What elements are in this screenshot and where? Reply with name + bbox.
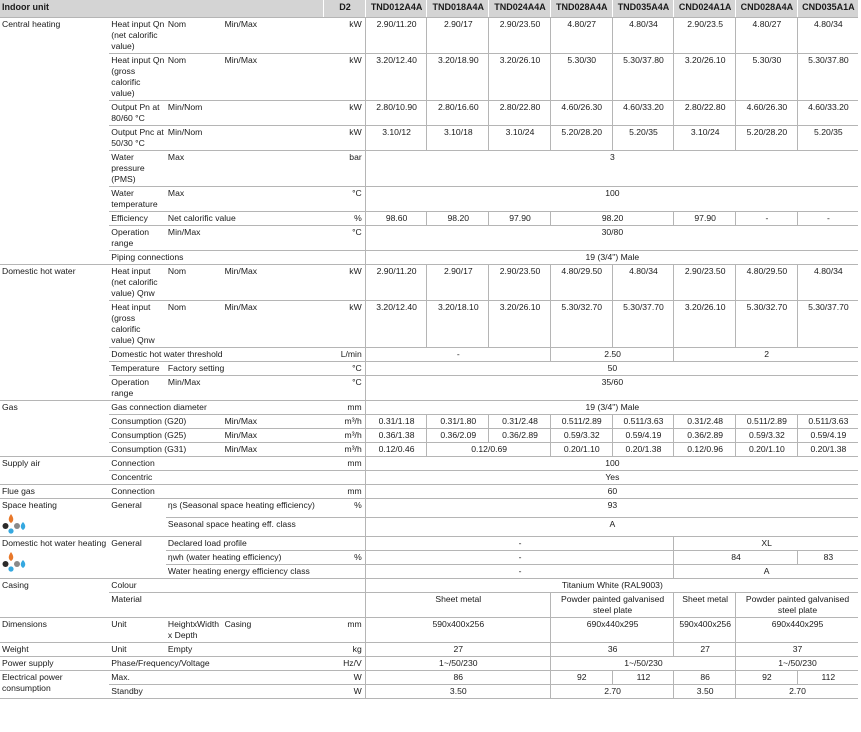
value-cell: Powder painted galvanised steel plate — [736, 593, 858, 618]
value-cell: A — [365, 518, 858, 537]
value-cell: 98.20 — [550, 212, 673, 226]
unit-label: m³/h — [324, 429, 365, 443]
value-cell: 0.31/2.48 — [674, 415, 736, 429]
value-cell: 3 — [365, 151, 858, 187]
parameter-qualifier: Min/Max — [223, 18, 324, 54]
spec-row — [0, 18, 858, 54]
value-cell: 86 — [365, 671, 550, 685]
value-cell: 4.80/29.50 — [736, 265, 798, 301]
unit-label: W — [324, 671, 365, 685]
section-label-text: Domestic hot water heating — [2, 538, 107, 548]
header-model: TND018A4A — [427, 0, 489, 18]
value-cell: 112 — [612, 671, 674, 685]
value-cell: 4.80/27 — [736, 18, 798, 54]
spec-row — [0, 151, 858, 187]
value-cell: 5.30/37.80 — [797, 54, 858, 101]
section-label-text: Casing — [2, 580, 29, 590]
parameter-label: Heat input (net calorific value) Qnw — [109, 265, 166, 301]
value-cell: 690x440x295 — [550, 618, 673, 643]
value-cell: 4.80/27 — [550, 18, 612, 54]
value-cell: A — [674, 565, 858, 579]
parameter-qualifier: Nom — [166, 18, 223, 54]
section-label-text: Electrical power consumption — [2, 672, 63, 693]
value-cell: 2.70 — [736, 685, 858, 699]
parameter-qualifier: Nom — [166, 301, 223, 348]
value-cell: 86 — [674, 671, 736, 685]
value-cell: 0.511/2.89 — [736, 415, 798, 429]
unit-label: °C — [324, 362, 365, 376]
spec-row — [0, 301, 858, 348]
value-cell: 0.31/1.80 — [427, 415, 489, 429]
parameter-label: Connection — [109, 485, 323, 499]
value-cell: 97.90 — [674, 212, 736, 226]
parameter-qualifier: Max — [166, 187, 324, 212]
section-label-text: Gas — [2, 402, 18, 412]
value-cell: 60 — [365, 485, 858, 499]
value-cell: 3.20/18.90 — [427, 54, 489, 101]
value-cell: 36 — [550, 643, 673, 657]
value-cell: 0.12/0.46 — [365, 443, 427, 457]
unit-label: °C — [324, 376, 365, 401]
spec-row — [0, 226, 858, 251]
unit-label: °C — [324, 187, 365, 212]
value-cell: 3.50 — [365, 685, 550, 699]
spec-body — [0, 18, 858, 699]
value-cell: 84 — [674, 551, 797, 565]
spec-row — [0, 657, 858, 671]
header-model: TND035A4A — [612, 0, 674, 18]
value-cell: 27 — [365, 643, 550, 657]
parameter-qualifier: Min/Max — [223, 443, 324, 457]
parameter-qualifier: Water heating energy efficiency class — [166, 565, 324, 579]
value-cell: 3.20/26.10 — [674, 301, 736, 348]
spec-row — [0, 54, 858, 101]
value-cell: 4.80/34 — [797, 18, 858, 54]
value-cell: 690x440x295 — [736, 618, 858, 643]
value-cell: 2.80/16.60 — [427, 101, 489, 126]
parameter-label: Connection — [109, 457, 323, 471]
value-cell: 0.511/2.89 — [550, 415, 612, 429]
unit-label: % — [324, 499, 365, 518]
value-cell: 92 — [736, 671, 798, 685]
value-cell: 0.31/1.18 — [365, 415, 427, 429]
value-cell: 30/80 — [365, 226, 858, 251]
value-cell: 2.90/11.20 — [365, 18, 427, 54]
spec-row — [0, 618, 858, 643]
parameter-qualifier: Min/Max — [166, 226, 324, 251]
parameter-qualifier: Empty — [166, 643, 324, 657]
value-cell: 4.80/34 — [612, 265, 674, 301]
value-cell: 83 — [797, 551, 858, 565]
unit-label: % — [324, 212, 365, 226]
parameter-qualifier: ηs (Seasonal space heating efficiency) — [166, 499, 324, 518]
value-cell: 5.20/35 — [612, 126, 674, 151]
value-cell: 93 — [365, 499, 858, 518]
value-cell: 3.20/12.40 — [365, 54, 427, 101]
unit-label: L/min — [324, 348, 365, 362]
value-cell: 5.20/35 — [797, 126, 858, 151]
parameter-label: Consumption (G31) — [109, 443, 222, 457]
parameter-qualifier: Min/Nom — [166, 101, 324, 126]
value-cell: 2.70 — [550, 685, 673, 699]
unit-label: kW — [324, 54, 365, 101]
spec-row — [0, 485, 858, 499]
spec-row — [0, 212, 858, 226]
section-label — [0, 671, 109, 699]
value-cell: 0.20/1.38 — [797, 443, 858, 457]
unit-label: W — [324, 685, 365, 699]
value-cell: 100 — [365, 187, 858, 212]
spec-row — [0, 537, 858, 551]
spec-row — [0, 348, 858, 362]
parameter-label: Domestic hot water threshold — [109, 348, 323, 362]
spec-row — [0, 579, 858, 593]
unit-label: °C — [324, 226, 365, 251]
value-cell: 4.60/33.20 — [797, 101, 858, 126]
value-cell: 50 — [365, 362, 858, 376]
section-label — [0, 499, 109, 537]
section-label-text: Flue gas — [2, 486, 35, 496]
parameter-label: Unit — [109, 643, 166, 657]
unit-label — [324, 471, 365, 485]
parameter-qualifier: Min/Max — [223, 301, 324, 348]
parameter-label: Unit — [109, 618, 166, 643]
section-label-text: Domestic hot water — [2, 266, 76, 276]
value-cell: 97.90 — [489, 212, 551, 226]
spec-row — [0, 126, 858, 151]
value-cell: - — [365, 348, 550, 362]
value-cell: 0.511/3.63 — [797, 415, 858, 429]
value-cell: Sheet metal — [674, 593, 736, 618]
parameter-label: Output Pn at 80/60 °C — [109, 101, 166, 126]
value-cell: 0.20/1.10 — [736, 443, 798, 457]
section-label — [0, 457, 109, 485]
header-model: CND024A1A — [674, 0, 736, 18]
value-cell: 3.10/18 — [427, 126, 489, 151]
value-cell: 27 — [674, 643, 736, 657]
value-cell: 19 (3/4") Male — [365, 251, 858, 265]
section-label — [0, 537, 109, 579]
value-cell: 35/60 — [365, 376, 858, 401]
section-label-text: Central heating — [2, 19, 61, 29]
unit-label: kW — [324, 301, 365, 348]
value-cell: 5.30/32.70 — [736, 301, 798, 348]
header-model: CND028A4A — [736, 0, 798, 18]
parameter-qualifier: Min/Max — [223, 415, 324, 429]
parameter-label: Consumption (G25) — [109, 429, 222, 443]
value-cell: 5.30/32.70 — [550, 301, 612, 348]
unit-label — [324, 251, 365, 265]
value-cell: 5.30/30 — [736, 54, 798, 101]
value-cell: Yes — [365, 471, 858, 485]
value-cell: 100 — [365, 457, 858, 471]
header-model: CND035A1A — [797, 0, 858, 18]
value-cell: Sheet metal — [365, 593, 550, 618]
parameter-label: Water temperature — [109, 187, 166, 212]
value-cell: 0.36/2.09 — [427, 429, 489, 443]
spec-row — [0, 376, 858, 401]
value-cell: 5.30/37.70 — [612, 301, 674, 348]
value-cell: 5.20/28.20 — [550, 126, 612, 151]
parameter-label: Operation range — [109, 226, 166, 251]
unit-label — [324, 593, 365, 618]
value-cell: Titanium White (RAL9003) — [365, 579, 858, 593]
energy-label-icon — [2, 513, 28, 535]
parameter-qualifier: Min/Nom — [166, 126, 324, 151]
spec-row — [0, 443, 858, 457]
value-cell: 4.60/33.20 — [612, 101, 674, 126]
value-cell: 3.50 — [674, 685, 736, 699]
parameter-qualifier: Net calorific value — [166, 212, 324, 226]
value-cell: 112 — [797, 671, 858, 685]
value-cell: 3.10/24 — [674, 126, 736, 151]
parameter-label: Standby — [109, 685, 323, 699]
value-cell: - — [365, 551, 674, 565]
spec-row — [0, 471, 858, 485]
value-cell: 2.80/22.80 — [489, 101, 551, 126]
spec-row — [0, 643, 858, 657]
section-label-text: Supply air — [2, 458, 41, 468]
section-label — [0, 18, 109, 265]
parameter-qualifier: Nom — [166, 265, 223, 301]
value-cell: - — [365, 537, 674, 551]
parameter-qualifier: Max — [166, 151, 324, 187]
section-label — [0, 401, 109, 457]
spec-row — [0, 457, 858, 471]
value-cell: 0.511/3.63 — [612, 415, 674, 429]
value-cell: 0.36/2.89 — [489, 429, 551, 443]
unit-label: kW — [324, 18, 365, 54]
header-model: TND024A4A — [489, 0, 551, 18]
parameter-label: Colour — [109, 579, 323, 593]
section-label — [0, 579, 109, 618]
parameter-label: Water pressure (PMS) — [109, 151, 166, 187]
parameter-label: Concentric — [109, 471, 323, 485]
parameter-qualifier: Min/Max — [166, 376, 324, 401]
value-cell: 3.20/26.10 — [489, 301, 551, 348]
parameter-label: Gas connection diameter — [109, 401, 323, 415]
value-cell: 0.59/4.19 — [797, 429, 858, 443]
value-cell: 2.90/23.50 — [674, 265, 736, 301]
parameter-label: Efficiency — [109, 212, 166, 226]
section-label-text: Weight — [2, 644, 29, 654]
value-cell: 92 — [550, 671, 612, 685]
value-cell: 0.59/3.32 — [550, 429, 612, 443]
unit-label: kW — [324, 265, 365, 301]
spec-row — [0, 101, 858, 126]
unit-label: % — [324, 551, 365, 565]
parameter-label: Max. — [109, 671, 323, 685]
value-cell: 0.31/2.48 — [489, 415, 551, 429]
value-cell: 2.90/23.5 — [674, 18, 736, 54]
parameter-label: Temperature — [109, 362, 166, 376]
value-cell: XL — [674, 537, 858, 551]
value-cell: 3.20/18.10 — [427, 301, 489, 348]
spec-row — [0, 429, 858, 443]
parameter-label: Heat input (gross calorific value) Qnw — [109, 301, 166, 348]
spec-row — [0, 593, 858, 618]
value-cell: 4.80/34 — [797, 265, 858, 301]
value-cell: 0.20/1.10 — [550, 443, 612, 457]
value-cell: 98.60 — [365, 212, 427, 226]
value-cell: 5.30/37.80 — [612, 54, 674, 101]
unit-label: mm — [324, 485, 365, 499]
spec-row — [0, 362, 858, 376]
value-cell: 2.90/23.50 — [489, 265, 551, 301]
value-cell: 2.80/10.90 — [365, 101, 427, 126]
section-label — [0, 265, 109, 401]
unit-label: kW — [324, 126, 365, 151]
value-cell: 4.80/34 — [612, 18, 674, 54]
value-cell: - — [797, 212, 858, 226]
section-label-text: Power supply — [2, 658, 54, 668]
value-cell: 98.20 — [427, 212, 489, 226]
header-model: TND028A4A — [550, 0, 612, 18]
value-cell: 2.90/11.20 — [365, 265, 427, 301]
parameter-label: General — [109, 499, 166, 537]
value-cell: 0.59/4.19 — [612, 429, 674, 443]
value-cell: 5.20/28.20 — [736, 126, 798, 151]
unit-label: kW — [324, 101, 365, 126]
section-label — [0, 643, 109, 657]
parameter-qualifier: Min/Max — [223, 54, 324, 101]
parameter-label: Material — [109, 593, 323, 618]
parameter-label: Piping connections — [109, 251, 323, 265]
value-cell: 2.80/22.80 — [674, 101, 736, 126]
section-label-text: Space heating — [2, 500, 57, 510]
unit-label: bar — [324, 151, 365, 187]
section-label — [0, 618, 109, 643]
value-cell: 590x400x256 — [674, 618, 736, 643]
parameter-label: Output Pnc at 50/30 °C — [109, 126, 166, 151]
unit-label: mm — [324, 401, 365, 415]
spec-row — [0, 499, 858, 518]
value-cell: 19 (3/4") Male — [365, 401, 858, 415]
value-cell: 0.36/2.89 — [674, 429, 736, 443]
value-cell: 3.20/26.10 — [489, 54, 551, 101]
unit-label: m³/h — [324, 415, 365, 429]
header-model: TND012A4A — [365, 0, 427, 18]
value-cell: 3.20/26.10 — [674, 54, 736, 101]
spec-row — [0, 187, 858, 212]
value-cell: 0.20/1.38 — [612, 443, 674, 457]
value-cell: 4.60/26.30 — [736, 101, 798, 126]
unit-label: mm — [324, 457, 365, 471]
parameter-label: Phase/Frequency/Voltage — [109, 657, 323, 671]
parameter-qualifier: Nom — [166, 54, 223, 101]
unit-label: Hz/V — [324, 657, 365, 671]
value-cell: - — [365, 565, 674, 579]
spec-row — [0, 251, 858, 265]
section-label — [0, 657, 109, 671]
parameter-qualifier: HeightxWidth x Depth — [166, 618, 223, 643]
value-cell: - — [736, 212, 798, 226]
value-cell: 1~/50/230 — [736, 657, 858, 671]
section-label-text: Dimensions — [2, 619, 47, 629]
unit-label — [324, 565, 365, 579]
spec-row — [0, 671, 858, 685]
parameter-qualifier: Min/Max — [223, 265, 324, 301]
section-label — [0, 485, 109, 499]
parameter-label: Consumption (G20) — [109, 415, 222, 429]
energy-label-icon — [2, 551, 28, 573]
value-cell: 1~/50/230 — [365, 657, 550, 671]
value-cell: 4.60/26.30 — [550, 101, 612, 126]
value-cell: 3.10/12 — [365, 126, 427, 151]
value-cell: Powder painted galvanised steel plate — [550, 593, 673, 618]
header-indoor-unit: Indoor unit — [0, 0, 324, 18]
parameter-qualifier: Declared load profile — [166, 537, 324, 551]
value-cell: 3.10/24 — [489, 126, 551, 151]
parameter-qualifier: Factory setting — [166, 362, 324, 376]
spec-row — [0, 265, 858, 301]
header-row — [0, 0, 858, 18]
value-cell: 2.90/23.50 — [489, 18, 551, 54]
value-cell: 2.50 — [550, 348, 673, 362]
unit-label — [324, 518, 365, 537]
parameter-label: Heat input Qn (gross calorific value) — [109, 54, 166, 101]
value-cell: 0.12/0.69 — [427, 443, 550, 457]
value-cell: 2.90/17 — [427, 18, 489, 54]
parameter-label: General — [109, 537, 166, 579]
value-cell: 2.90/17 — [427, 265, 489, 301]
parameter-qualifier: Min/Max — [223, 429, 324, 443]
unit-label — [324, 537, 365, 551]
unit-label: mm — [324, 618, 365, 643]
spec-row — [0, 401, 858, 415]
unit-label: m³/h — [324, 443, 365, 457]
value-cell: 5.30/37.70 — [797, 301, 858, 348]
header-d2: D2 — [324, 0, 365, 18]
spec-row — [0, 415, 858, 429]
value-cell: 37 — [736, 643, 858, 657]
value-cell: 0.59/3.32 — [736, 429, 798, 443]
value-cell: 5.30/30 — [550, 54, 612, 101]
spec-row — [0, 685, 858, 699]
value-cell: 0.12/0.96 — [674, 443, 736, 457]
parameter-qualifier: Seasonal space heating eff. class — [166, 518, 324, 537]
parameter-label: Operation range — [109, 376, 166, 401]
value-cell: 590x400x256 — [365, 618, 550, 643]
value-cell: 0.36/1.38 — [365, 429, 427, 443]
value-cell: 2 — [674, 348, 858, 362]
unit-label: kg — [324, 643, 365, 657]
parameter-label: Heat input Qn (net calorific value) — [109, 18, 166, 54]
parameter-qualifier: ηwh (water heating efficiency) — [166, 551, 324, 565]
value-cell: 3.20/12.40 — [365, 301, 427, 348]
value-cell: 1~/50/230 — [550, 657, 735, 671]
value-cell: 4.80/29.50 — [550, 265, 612, 301]
unit-label — [324, 579, 365, 593]
parameter-qualifier: Casing — [223, 618, 324, 643]
